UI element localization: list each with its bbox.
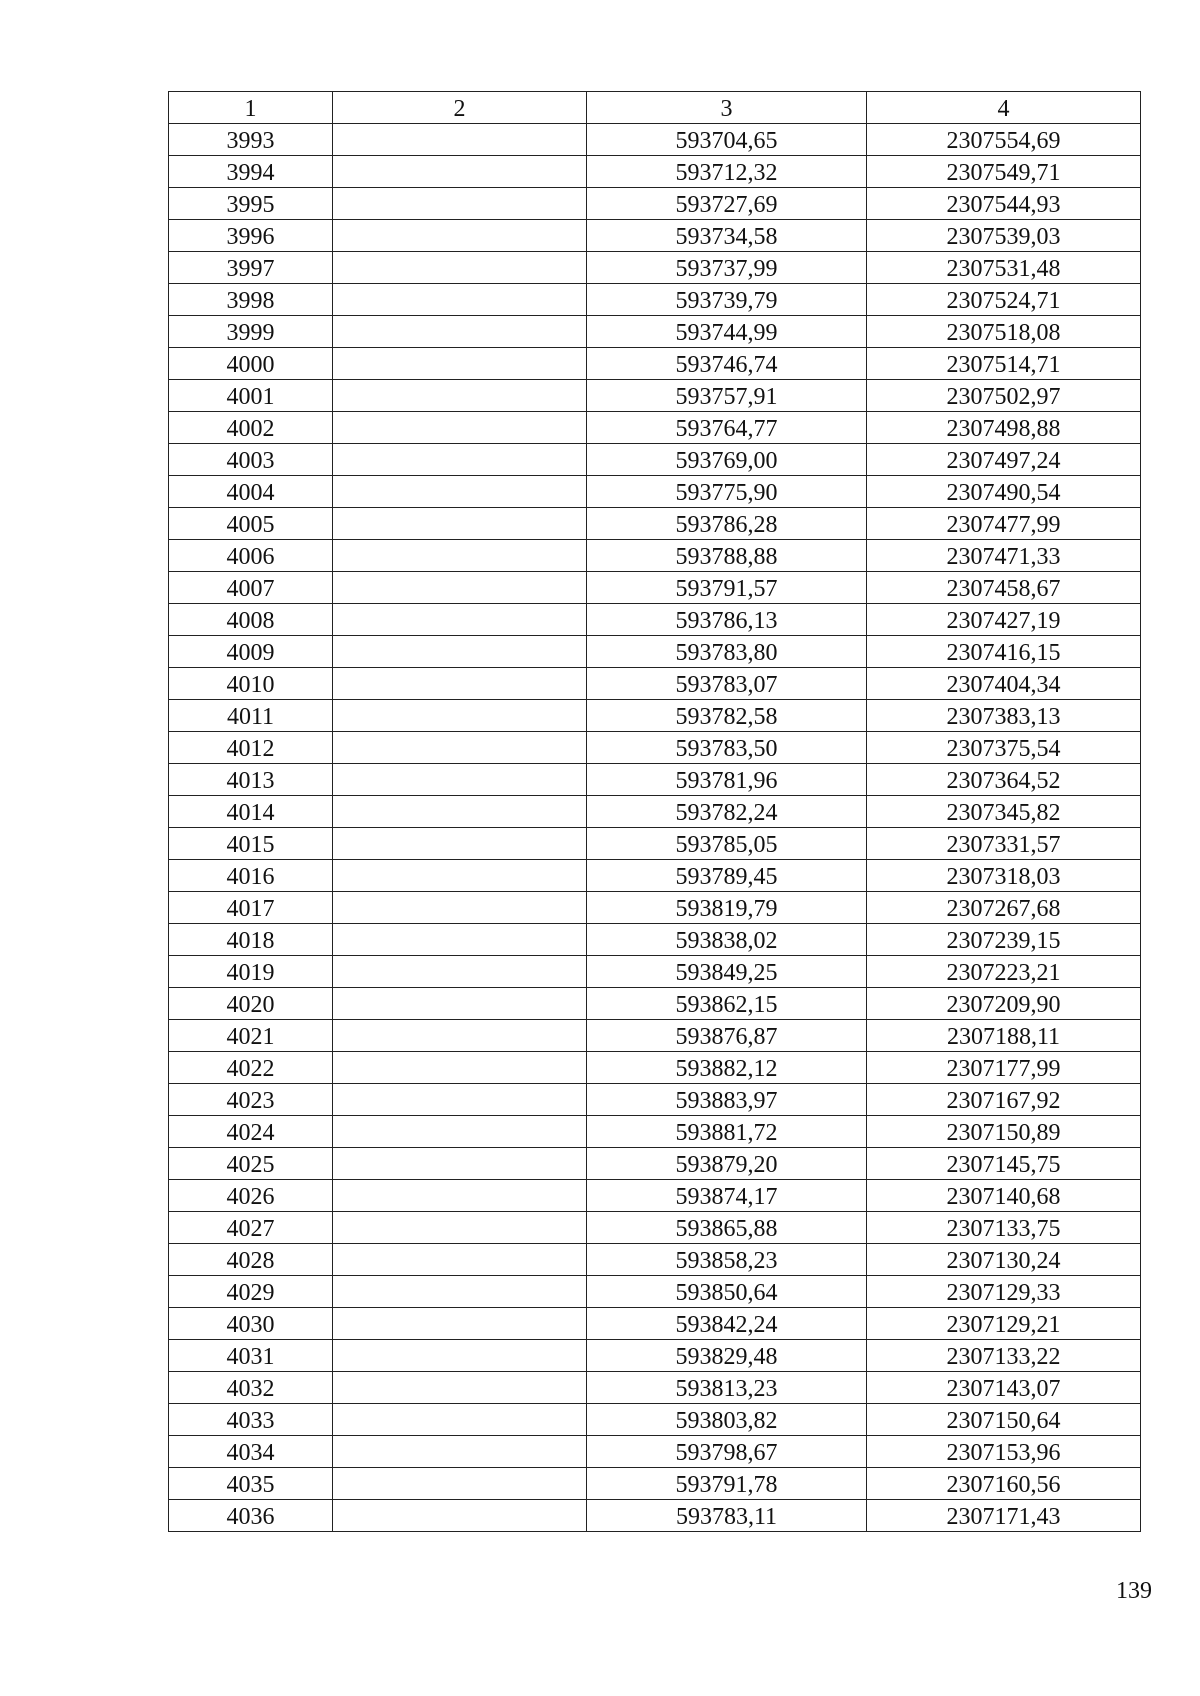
table-cell-col-2 [333, 1084, 587, 1116]
table-cell-col-4: 2307471,33 [867, 540, 1141, 572]
table-cell-col-4: 2307130,24 [867, 1244, 1141, 1276]
table-row [169, 1276, 1141, 1308]
table-row [169, 1116, 1141, 1148]
table-cell-col-2 [333, 732, 587, 764]
table-row [169, 220, 1141, 252]
table-row [169, 860, 1141, 892]
table-cell-col-1: 4004 [169, 476, 333, 508]
table-cell-col-3: 593813,23 [587, 1372, 867, 1404]
table-row [169, 188, 1141, 220]
table-cell-col-1: 4028 [169, 1244, 333, 1276]
table-cell-col-3: 593819,79 [587, 892, 867, 924]
table-cell-col-1: 4032 [169, 1372, 333, 1404]
table-cell-col-3: 593882,12 [587, 1052, 867, 1084]
table-cell-col-1: 4007 [169, 572, 333, 604]
table-cell-col-2 [333, 668, 587, 700]
table-cell-col-3: 593879,20 [587, 1148, 867, 1180]
table-cell-col-3: 593734,58 [587, 220, 867, 252]
table-cell-col-4: 2307364,52 [867, 764, 1141, 796]
table-row [169, 1020, 1141, 1052]
table-cell-col-4: 2307502,97 [867, 380, 1141, 412]
table-row [169, 732, 1141, 764]
table-row [169, 284, 1141, 316]
table-cell-col-3: 593789,45 [587, 860, 867, 892]
table-cell-col-1: 4022 [169, 1052, 333, 1084]
table-cell-col-2 [333, 1180, 587, 1212]
table-cell-col-4: 2307133,22 [867, 1340, 1141, 1372]
table-cell-col-1: 4009 [169, 636, 333, 668]
table-cell-col-3: 593874,17 [587, 1180, 867, 1212]
table-cell-col-3: 593798,67 [587, 1436, 867, 1468]
header-col-2: 2 [333, 92, 587, 124]
table-cell-col-2 [333, 1212, 587, 1244]
table-cell-col-3: 593838,02 [587, 924, 867, 956]
table-cell-col-3: 593746,74 [587, 348, 867, 380]
table-cell-col-4: 2307223,21 [867, 956, 1141, 988]
table-cell-col-4: 2307531,48 [867, 252, 1141, 284]
table-cell-col-1: 4012 [169, 732, 333, 764]
table-cell-col-3: 593788,88 [587, 540, 867, 572]
table-row [169, 1436, 1141, 1468]
table-cell-col-1: 4029 [169, 1276, 333, 1308]
table-cell-col-1: 4033 [169, 1404, 333, 1436]
table-cell-col-1: 4005 [169, 508, 333, 540]
table-cell-col-4: 2307150,89 [867, 1116, 1141, 1148]
table-cell-col-4: 2307514,71 [867, 348, 1141, 380]
table-cell-col-1: 4035 [169, 1468, 333, 1500]
table-row [169, 316, 1141, 348]
table-cell-col-2 [333, 476, 587, 508]
table-row [169, 572, 1141, 604]
table-cell-col-2 [333, 220, 587, 252]
table-cell-col-4: 2307209,90 [867, 988, 1141, 1020]
table-cell-col-1: 3996 [169, 220, 333, 252]
table-cell-col-4: 2307133,75 [867, 1212, 1141, 1244]
table-cell-col-4: 2307375,54 [867, 732, 1141, 764]
table-cell-col-2 [333, 1116, 587, 1148]
header-col-4: 4 [867, 92, 1141, 124]
table-cell-col-1: 3999 [169, 316, 333, 348]
table-row [169, 540, 1141, 572]
table-cell-col-4: 2307150,64 [867, 1404, 1141, 1436]
table-cell-col-4: 2307383,13 [867, 700, 1141, 732]
table-cell-col-1: 4018 [169, 924, 333, 956]
table-cell-col-3: 593764,77 [587, 412, 867, 444]
table-cell-col-1: 4000 [169, 348, 333, 380]
table-cell-col-1: 4015 [169, 828, 333, 860]
table-row [169, 124, 1141, 156]
table-cell-col-1: 4003 [169, 444, 333, 476]
table-cell-col-3: 593727,69 [587, 188, 867, 220]
table-cell-col-3: 593783,80 [587, 636, 867, 668]
header-row [169, 92, 1141, 124]
table-cell-col-1: 4030 [169, 1308, 333, 1340]
table-cell-col-2 [333, 1500, 587, 1532]
table-cell-col-1: 4010 [169, 668, 333, 700]
table-cell-col-4: 2307129,21 [867, 1308, 1141, 1340]
table-cell-col-3: 593785,05 [587, 828, 867, 860]
table-cell-col-2 [333, 828, 587, 860]
table-cell-col-2 [333, 1436, 587, 1468]
table-cell-col-4: 2307490,54 [867, 476, 1141, 508]
table-cell-col-2 [333, 1340, 587, 1372]
table-cell-col-4: 2307524,71 [867, 284, 1141, 316]
table-cell-col-3: 593739,79 [587, 284, 867, 316]
table-cell-col-2 [333, 604, 587, 636]
table-cell-col-1: 4017 [169, 892, 333, 924]
table-cell-col-3: 593842,24 [587, 1308, 867, 1340]
table-cell-col-2 [333, 412, 587, 444]
table-cell-col-2 [333, 572, 587, 604]
table-row [169, 348, 1141, 380]
table-cell-col-3: 593782,58 [587, 700, 867, 732]
table-cell-col-2 [333, 252, 587, 284]
table-cell-col-1: 4031 [169, 1340, 333, 1372]
table-cell-col-2 [333, 1052, 587, 1084]
table-cell-col-4: 2307498,88 [867, 412, 1141, 444]
table-cell-col-2 [333, 380, 587, 412]
table-cell-col-3: 593803,82 [587, 1404, 867, 1436]
table-row [169, 1500, 1141, 1532]
table-row [169, 1212, 1141, 1244]
table-cell-col-4: 2307416,15 [867, 636, 1141, 668]
table-cell-col-4: 2307427,19 [867, 604, 1141, 636]
table-row [169, 412, 1141, 444]
table-cell-col-3: 593783,50 [587, 732, 867, 764]
table-row [169, 380, 1141, 412]
table-cell-col-1: 4011 [169, 700, 333, 732]
table-row [169, 1244, 1141, 1276]
table-cell-col-3: 593849,25 [587, 956, 867, 988]
table-cell-col-2 [333, 444, 587, 476]
table-cell-col-3: 593791,78 [587, 1468, 867, 1500]
table-cell-col-1: 4023 [169, 1084, 333, 1116]
table-row [169, 1180, 1141, 1212]
table-cell-col-3: 593858,23 [587, 1244, 867, 1276]
table-row [169, 508, 1141, 540]
table-cell-col-1: 4036 [169, 1500, 333, 1532]
table-cell-col-4: 2307143,07 [867, 1372, 1141, 1404]
table-cell-col-2 [333, 156, 587, 188]
table-cell-col-4: 2307477,99 [867, 508, 1141, 540]
table-cell-col-1: 4024 [169, 1116, 333, 1148]
table-cell-col-2 [333, 348, 587, 380]
table-body [169, 124, 1141, 1532]
table-cell-col-2 [333, 508, 587, 540]
table-cell-col-2 [333, 1276, 587, 1308]
table-cell-col-3: 593781,96 [587, 764, 867, 796]
table-cell-col-3: 593769,00 [587, 444, 867, 476]
table-cell-col-2 [333, 1020, 587, 1052]
table-row [169, 1340, 1141, 1372]
table-cell-col-3: 593865,88 [587, 1212, 867, 1244]
table-cell-col-2 [333, 636, 587, 668]
table-cell-col-1: 4001 [169, 380, 333, 412]
table-row [169, 444, 1141, 476]
table-cell-col-4: 2307145,75 [867, 1148, 1141, 1180]
table-cell-col-4: 2307404,34 [867, 668, 1141, 700]
table-cell-col-1: 4016 [169, 860, 333, 892]
table-cell-col-1: 4025 [169, 1148, 333, 1180]
table-cell-col-1: 3997 [169, 252, 333, 284]
table-cell-col-4: 2307267,68 [867, 892, 1141, 924]
table-cell-col-3: 593712,32 [587, 156, 867, 188]
table-row [169, 1404, 1141, 1436]
table-row [169, 700, 1141, 732]
table-row [169, 636, 1141, 668]
table-cell-col-4: 2307318,03 [867, 860, 1141, 892]
table-cell-col-1: 4008 [169, 604, 333, 636]
table-cell-col-3: 593786,13 [587, 604, 867, 636]
table-cell-col-4: 2307177,99 [867, 1052, 1141, 1084]
table-cell-col-4: 2307345,82 [867, 796, 1141, 828]
table-cell-col-1: 4014 [169, 796, 333, 828]
table-row [169, 956, 1141, 988]
table-cell-col-2 [333, 988, 587, 1020]
table-cell-col-1: 3993 [169, 124, 333, 156]
table-row [169, 252, 1141, 284]
table-cell-col-3: 593881,72 [587, 1116, 867, 1148]
table-cell-col-1: 4021 [169, 1020, 333, 1052]
table-cell-col-4: 2307331,57 [867, 828, 1141, 860]
table-cell-col-3: 593862,15 [587, 988, 867, 1020]
table-cell-col-2 [333, 1468, 587, 1500]
table-cell-col-3: 593876,87 [587, 1020, 867, 1052]
table-row [169, 668, 1141, 700]
table-cell-col-3: 593744,99 [587, 316, 867, 348]
table-cell-col-2 [333, 1404, 587, 1436]
table-cell-col-1: 3998 [169, 284, 333, 316]
table-cell-col-4: 2307539,03 [867, 220, 1141, 252]
table-cell-col-3: 593783,11 [587, 1500, 867, 1532]
table-header [169, 92, 1141, 124]
table-cell-col-2 [333, 924, 587, 956]
header-col-3: 3 [587, 92, 867, 124]
table-cell-col-1: 4019 [169, 956, 333, 988]
table-row [169, 764, 1141, 796]
table-cell-col-1: 3994 [169, 156, 333, 188]
table-row [169, 796, 1141, 828]
table-row [169, 1308, 1141, 1340]
table-cell-col-4: 2307160,56 [867, 1468, 1141, 1500]
table-cell-col-1: 4013 [169, 764, 333, 796]
table-cell-col-2 [333, 188, 587, 220]
table-row [169, 156, 1141, 188]
table-cell-col-4: 2307544,93 [867, 188, 1141, 220]
table-cell-col-4: 2307171,43 [867, 1500, 1141, 1532]
table-cell-col-2 [333, 316, 587, 348]
table-row [169, 1148, 1141, 1180]
table-cell-col-3: 593775,90 [587, 476, 867, 508]
table-cell-col-2 [333, 124, 587, 156]
table-cell-col-4: 2307549,71 [867, 156, 1141, 188]
table-cell-col-4: 2307167,92 [867, 1084, 1141, 1116]
table-cell-col-2 [333, 796, 587, 828]
table-row [169, 828, 1141, 860]
table-row [169, 892, 1141, 924]
table-cell-col-2 [333, 1148, 587, 1180]
table-cell-col-3: 593850,64 [587, 1276, 867, 1308]
table-cell-col-2 [333, 892, 587, 924]
table-cell-col-1: 4006 [169, 540, 333, 572]
table-row [169, 1468, 1141, 1500]
table-cell-col-3: 593782,24 [587, 796, 867, 828]
table-cell-col-2 [333, 284, 587, 316]
table-cell-col-4: 2307188,11 [867, 1020, 1141, 1052]
table-cell-col-2 [333, 1308, 587, 1340]
table-cell-col-1: 3995 [169, 188, 333, 220]
table-cell-col-4: 2307458,67 [867, 572, 1141, 604]
table-cell-col-4: 2307518,08 [867, 316, 1141, 348]
table-cell-col-4: 2307497,24 [867, 444, 1141, 476]
table-row [169, 1084, 1141, 1116]
table-cell-col-4: 2307140,68 [867, 1180, 1141, 1212]
table-cell-col-1: 4002 [169, 412, 333, 444]
table-row [169, 924, 1141, 956]
table-cell-col-4: 2307239,15 [867, 924, 1141, 956]
table-cell-col-3: 593883,97 [587, 1084, 867, 1116]
table-cell-col-3: 593737,99 [587, 252, 867, 284]
table-cell-col-2 [333, 540, 587, 572]
table-cell-col-1: 4020 [169, 988, 333, 1020]
table-cell-col-3: 593704,65 [587, 124, 867, 156]
table-row [169, 988, 1141, 1020]
table-cell-col-3: 593786,28 [587, 508, 867, 540]
table-cell-col-2 [333, 956, 587, 988]
table-cell-col-3: 593783,07 [587, 668, 867, 700]
table-row [169, 1052, 1141, 1084]
table-cell-col-1: 4026 [169, 1180, 333, 1212]
table-cell-col-3: 593829,48 [587, 1340, 867, 1372]
table-cell-col-2 [333, 860, 587, 892]
table-cell-col-4: 2307554,69 [867, 124, 1141, 156]
header-col-1: 1 [169, 92, 333, 124]
table-cell-col-3: 593791,57 [587, 572, 867, 604]
table-cell-col-2 [333, 1244, 587, 1276]
table-row [169, 1372, 1141, 1404]
table-row [169, 476, 1141, 508]
table-cell-col-2 [333, 1372, 587, 1404]
table-cell-col-3: 593757,91 [587, 380, 867, 412]
table-cell-col-1: 4034 [169, 1436, 333, 1468]
table-cell-col-1: 4027 [169, 1212, 333, 1244]
table-cell-col-2 [333, 764, 587, 796]
table-row [169, 604, 1141, 636]
coordinates-table [168, 91, 1141, 1532]
table-cell-col-2 [333, 700, 587, 732]
table-cell-col-4: 2307129,33 [867, 1276, 1141, 1308]
page-number: 139 [1116, 1578, 1152, 1604]
table-cell-col-4: 2307153,96 [867, 1436, 1141, 1468]
